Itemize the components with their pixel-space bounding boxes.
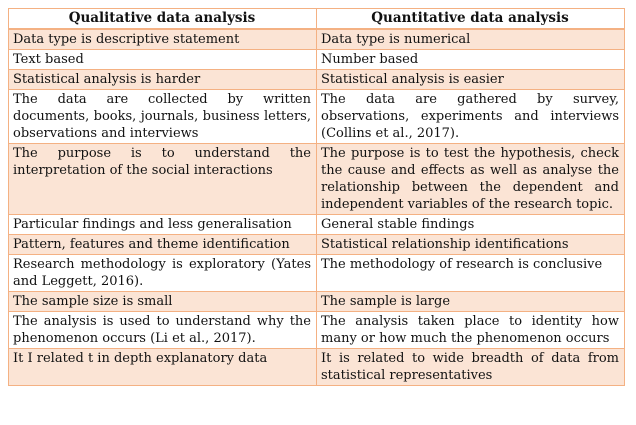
comparison-table-container — [8, 8, 624, 386]
quantitative-cell: General stable findings — [317, 215, 625, 235]
table-row — [9, 235, 625, 255]
table-row — [9, 70, 625, 90]
table-row — [9, 255, 625, 292]
table-row — [9, 312, 625, 349]
qualitative-cell: Research methodology is exploratory (Yates and Leggett, 2016). — [9, 255, 317, 292]
quantitative-cell: Number based — [317, 50, 625, 70]
quantitative-cell: Statistical relationship identifications — [317, 235, 625, 255]
quantitative-cell: Data type is numerical — [317, 29, 625, 50]
table-row — [9, 144, 625, 215]
table-row — [9, 50, 625, 70]
qualitative-cell: Pattern, features and theme identification — [9, 235, 317, 255]
quantitative-cell: The methodology of research is conclusive — [317, 255, 625, 292]
qualitative-cell: It I related t in depth explanatory data — [9, 349, 317, 386]
table-row — [9, 90, 625, 144]
table-row — [9, 349, 625, 386]
table-row — [9, 29, 625, 50]
header-qualitative: Qualitative data analysis — [9, 9, 317, 30]
qualitative-cell: The sample size is small — [9, 292, 317, 312]
comparison-table — [8, 8, 625, 386]
qualitative-cell: The purpose is to understand the interpretation of the social interactions — [9, 144, 317, 215]
table-header-row — [9, 9, 625, 30]
header-quantitative: Quantitative data analysis — [317, 9, 625, 30]
table-row — [9, 292, 625, 312]
qualitative-cell: The data are collected by written documents, books, journals, business letters, observations and interviews — [9, 90, 317, 144]
qualitative-cell: Statistical analysis is harder — [9, 70, 317, 90]
quantitative-cell: The purpose is to test the hypothesis, check the cause and effects as well as analyse the relationship between the dependent and independent variables of the research topic. — [317, 144, 625, 215]
table-row — [9, 215, 625, 235]
qualitative-cell: The analysis is used to understand why the phenomenon occurs (Li et al., 2017). — [9, 312, 317, 349]
quantitative-cell: The sample is large — [317, 292, 625, 312]
quantitative-cell: The analysis taken place to identity how many or how much the phenomenon occurs — [317, 312, 625, 349]
quantitative-cell: Statistical analysis is easier — [317, 70, 625, 90]
quantitative-cell: It is related to wide breadth of data from statistical representatives — [317, 349, 625, 386]
qualitative-cell: Text based — [9, 50, 317, 70]
qualitative-cell: Particular findings and less generalisation — [9, 215, 317, 235]
qualitative-cell: Data type is descriptive statement — [9, 29, 317, 50]
quantitative-cell: The data are gathered by survey, observations, experiments and interviews (Collins et al., 2017). — [317, 90, 625, 144]
